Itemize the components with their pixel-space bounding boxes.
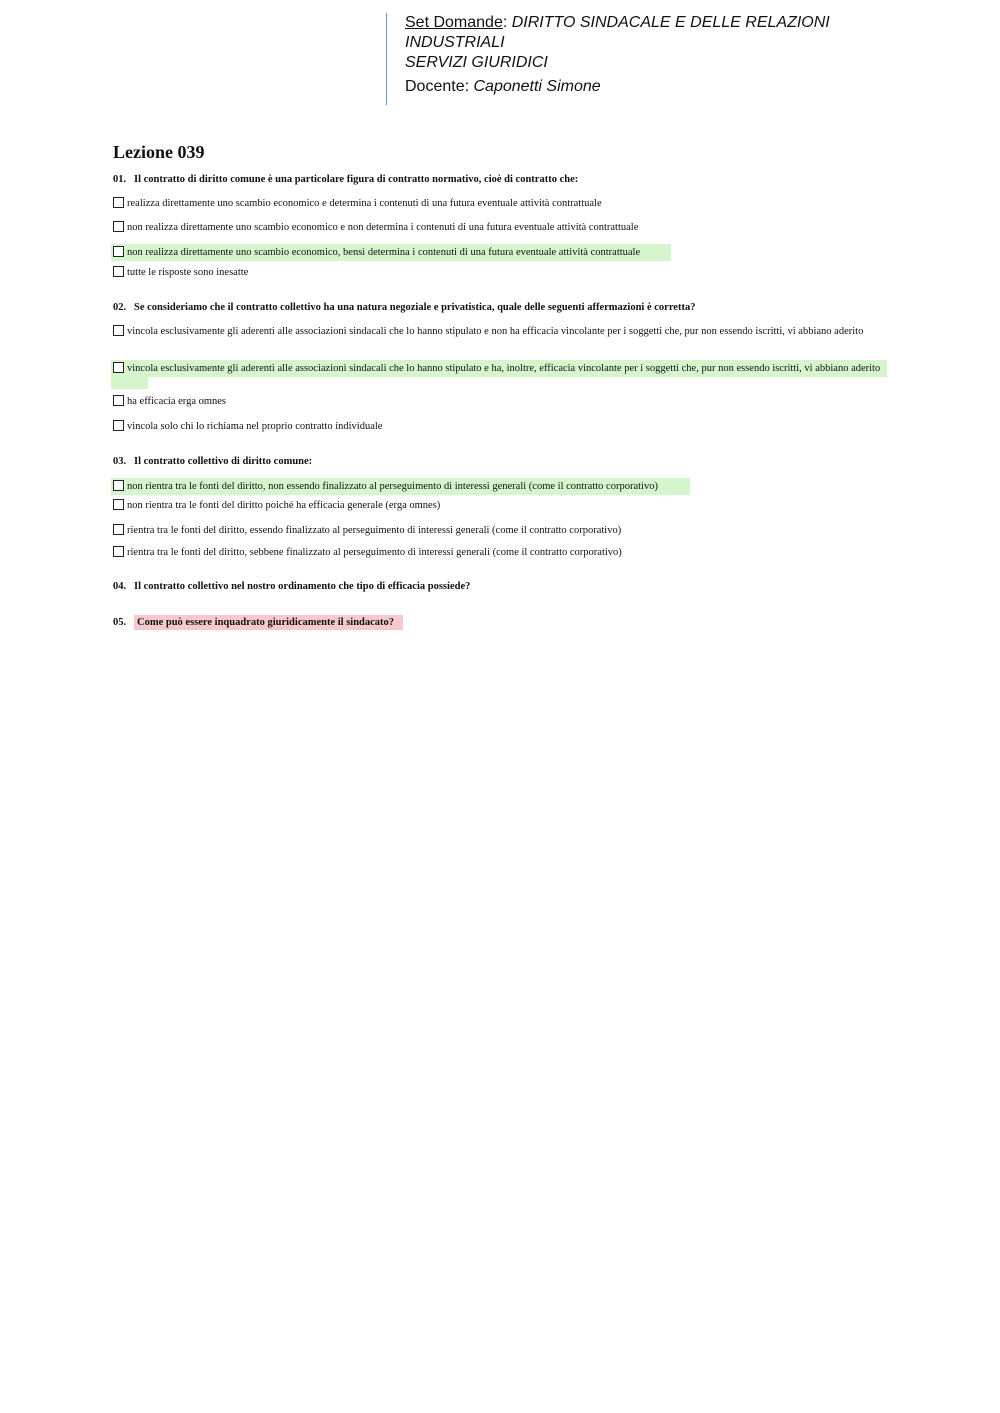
- document-header: [386, 13, 866, 105]
- answer-checkbox[interactable]: [113, 395, 124, 406]
- answer-option-correct: [113, 480, 888, 494]
- answer-text: vincola solo chi lo richiama nel proprio contratto individuale: [127, 421, 383, 432]
- answer-checkbox[interactable]: [113, 221, 124, 232]
- answer-text: vincola esclusivamente gli aderenti alle associazioni sindacali che lo hanno stipulato e non ha efficacia vincolante per i soggetti che, pur non essendo iscritti, vi abbiano aderito: [127, 326, 864, 337]
- answer-checkbox[interactable]: [113, 499, 124, 510]
- answer-checkbox[interactable]: [113, 524, 124, 535]
- answer-text: realizza direttamente uno scambio economico e determina i contenuti di una futura eventuale attività contrattuale: [127, 198, 602, 209]
- answer-text: vincola esclusivamente gli aderenti alle associazioni sindacali che lo hanno stipulato e ha, inoltre, efficacia vincolante per i soggetti che, pur non essendo iscritti, vi abbiano aderito: [127, 363, 881, 374]
- question-number: 02.: [113, 302, 127, 313]
- question-text: Il contratto di diritto comune è una particolare figura di contratto normativo, cioè di contratto che:: [134, 174, 579, 185]
- question-03: [113, 456, 888, 467]
- answer-checkbox[interactable]: [113, 325, 124, 336]
- answer-text: non realizza direttamente uno scambio economico, bensì determina i contenuti di una futura eventuale attività contrattuale: [127, 247, 641, 258]
- answer-option: [113, 395, 888, 409]
- answer-checkbox[interactable]: [113, 197, 124, 208]
- answer-checkbox[interactable]: [113, 266, 124, 277]
- question-04: [113, 581, 888, 592]
- answer-checkbox[interactable]: [113, 420, 124, 431]
- question-text: Se consideriamo che il contratto collettivo ha una natura negoziale e privatistica, quale delle seguenti affermazioni è corretta?: [134, 302, 696, 313]
- question-text: Il contratto collettivo di diritto comune:: [134, 456, 313, 467]
- teacher-name: Caponetti Simone: [473, 78, 601, 95]
- course-title-line2: INDUSTRIALI: [405, 34, 505, 51]
- answer-option: [113, 197, 888, 211]
- answer-text: rientra tra le fonti del diritto, essendo finalizzato al perseguimento di interessi generali (come il contratto corporativo): [127, 525, 622, 536]
- answer-option: [113, 546, 888, 560]
- question-02: [113, 302, 888, 313]
- question-number: 05.: [113, 617, 127, 628]
- lesson-title: Lezione 039: [113, 142, 205, 162]
- answer-text: rientra tra le fonti del diritto, sebbene finalizzato al perseguimento di interessi generali (come il contratto corporativo): [127, 547, 622, 558]
- answer-option: [113, 499, 888, 513]
- answer-text: non rientra tra le fonti del diritto, non essendo finalizzato al perseguimento di interessi generali (come il contratto corporativo): [127, 481, 658, 492]
- correct-answer-highlight: [111, 377, 148, 389]
- question-number: 03.: [113, 456, 127, 467]
- answer-option: [113, 420, 888, 434]
- answer-text: tutte le risposte sono inesatte: [127, 267, 249, 278]
- answer-option-correct: [113, 246, 888, 260]
- answer-checkbox[interactable]: [113, 362, 124, 373]
- answer-checkbox[interactable]: [113, 546, 124, 557]
- department: SERVIZI GIURIDICI: [405, 54, 548, 71]
- answer-text: non realizza direttamente uno scambio economico e non determina i contenuti di una futura eventuale attività contrattuale: [127, 222, 639, 233]
- teacher-line: [405, 77, 866, 97]
- question-01: [113, 174, 888, 185]
- answer-option: [113, 524, 888, 538]
- answer-option: [113, 266, 888, 280]
- answer-option-correct: [113, 362, 888, 376]
- course-title-line1: DIRITTO SINDACALE E DELLE RELAZIONI: [511, 14, 830, 31]
- answer-option: [113, 221, 888, 235]
- answer-text: non rientra tra le fonti del diritto poiché ha efficacia generale (erga omnes): [127, 500, 441, 511]
- question-number: 04.: [113, 581, 127, 592]
- answer-checkbox[interactable]: [113, 480, 124, 491]
- header-set-line: [405, 13, 866, 33]
- question-number: 01.: [113, 174, 127, 185]
- question-text-flagged: Come può essere inquadrato giuridicamente il sindacato?: [134, 615, 403, 630]
- set-label: Set Domande: [405, 14, 503, 31]
- teacher-label: Docente:: [405, 78, 474, 95]
- question-05: [113, 617, 888, 628]
- set-separator: :: [502, 14, 512, 31]
- answer-checkbox[interactable]: [113, 246, 124, 257]
- answer-option: [113, 325, 888, 339]
- question-text: Il contratto collettivo nel nostro ordinamento che tipo di efficacia possiede?: [134, 581, 471, 592]
- answer-text: ha efficacia erga omnes: [127, 396, 227, 407]
